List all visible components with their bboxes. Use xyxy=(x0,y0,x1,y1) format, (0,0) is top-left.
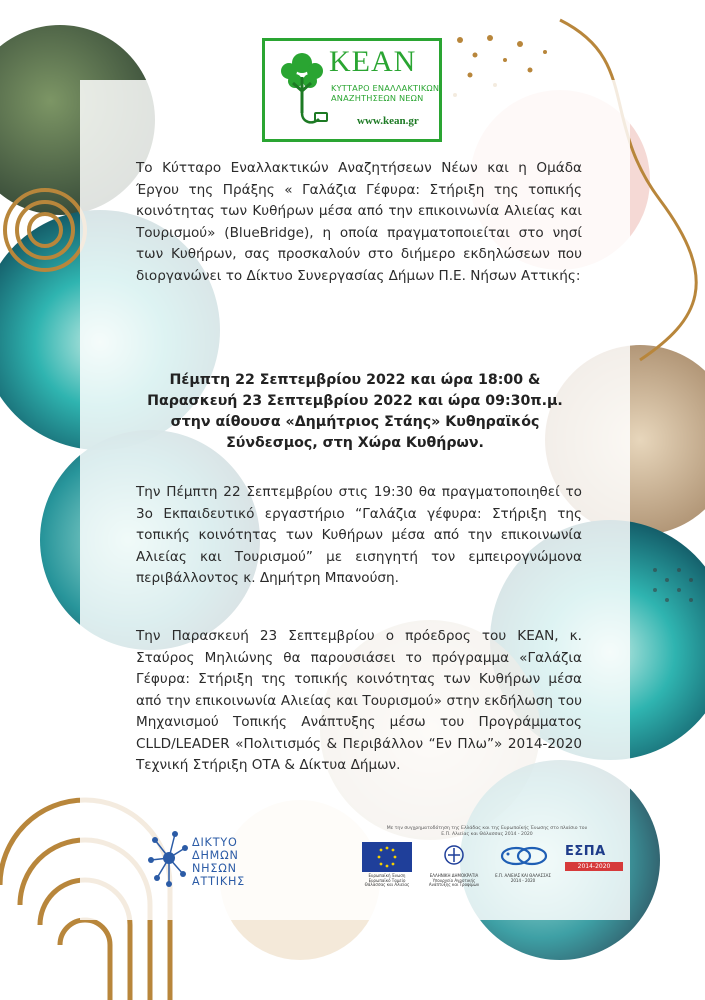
event-details xyxy=(120,370,590,454)
ep-fisheries-caption: Ε.Π. ΑΛΙΕΙΑΣ ΚΑΙ ΘΑΛΑΣΣΑΣ 2014 - 2020 xyxy=(495,873,551,883)
funding-note xyxy=(352,826,622,838)
logo-url[interactable]: www.kean.gr xyxy=(357,115,419,127)
logo-subtitle-line1: ΚΥΤΤΑΡΟ ΕΝΑΛΛΑΚΤΙΚΩΝ xyxy=(331,83,440,93)
event-line-4: Σύνδεσμος, στη Χώρα Κυθήρων. xyxy=(226,435,484,451)
event-line-3: στην αίθουσα «Δημήτριος Στάης» Κυθηραϊκός xyxy=(170,414,540,430)
presentation-paragraph: Την Παρασκευή 23 Σεπτεμβρίου ο πρόεδρος του ΚΕΑΝ, κ. Σταύρος Μηλιώνης θα παρουσιάσει το πρόγραμμα «Γαλάζια Γέφυρα: Στήριξη της τοπικής κοινότητας των Κυθήρων μέσα από την επικοινωνία Αλιείας και Τουρισμού» στην εκδήλωση του Μηχανισμού Τοπικής Ανάπτυξης μέσω του Προγράμματος CLLD/LEADER «Πολιτισμός & Περιβάλλον “Εν Πλω”» 2014-2020 Τεχνική Στήριξη ΟΤΑ & Δίκτυα Δήμων. xyxy=(136,628,582,773)
greek-ministry-logo xyxy=(428,842,480,887)
funding-note-line2: Ε.Π. Αλιείας και Θάλασσας 2014 - 2020 xyxy=(441,832,533,837)
funding-note-line1: Με την συγχρηματοδότηση της Ελλάδας και της Ευρωπαϊκής Ένωσης στο πλαίσιο του xyxy=(386,826,588,831)
intro-paragraph: Το Κύτταρο Εναλλακτικών Αναζητήσεων Νέων και η Ομάδα Έργου της Πράξης « Γαλάζια Γέφυρα: Στήριξη της τοπικής κοινότητας των Κυθήρων μέσα από την επικοινωνία Αλιείας και Τουρισμού» (BlueBridge), η οποία πραγματοποιείται στο νησί των Κυθήρων, σας προσκαλούν στο διήμερο εκδηλώσεων που διοργανώνει το Δίκτυο Συνεργασίας Δήμων Π.Ε. Νήσων Αττικής: xyxy=(136,160,582,284)
kean-logo xyxy=(262,38,442,142)
network-line-1: ΔΙΚΤΥΟ xyxy=(192,836,238,849)
funding-logos xyxy=(352,842,624,887)
logo-subtitle xyxy=(331,83,441,103)
espa-years: 2014-2020 xyxy=(565,862,623,871)
fish-icon xyxy=(494,842,552,872)
logo-subtitle-line2: ΑΝΑΖΗΤΗΣΕΩΝ ΝΕΩΝ xyxy=(331,93,424,103)
espa-logo xyxy=(557,842,625,882)
espa-label: ΕΣΠΑ xyxy=(565,844,606,859)
eu-flag-icon xyxy=(362,842,412,872)
network-line-4: ΑΤΤΙΚΗΣ xyxy=(192,875,246,888)
eu-caption: Ευρωπαϊκή Ένωση Ευρωπαϊκό Ταμείο Θάλασσας και Αλιείας xyxy=(364,873,410,887)
event-line-1: Πέμπτη 22 Σεπτεμβρίου 2022 και ώρα 18:00 & xyxy=(169,372,541,388)
logo-title: ΚΕΑΝ xyxy=(329,45,417,78)
greek-emblem-icon xyxy=(428,842,480,872)
ep-fisheries-logo xyxy=(494,842,552,882)
workshop-paragraph: Την Πέμπτη 22 Σεπτεμβρίου στις 19:30 θα πραγματοποιηθεί το 3ο Εκπαιδευτικό εργαστήριο “Γαλάζια γέφυρα: Στήριξη της τοπικής κοινότητας των Κυθήρων μέσα από την επικοινωνία Αλιείας και Τουρισμού” με εισηγητή τον εμπειρογνώμονα περιβάλλοντος κ. Δημήτρη Μπανούση. xyxy=(136,484,582,586)
event-line-2: Παρασκευή 23 Σεπτεμβρίου 2022 και ώρα 09:30π.μ. xyxy=(147,393,563,409)
network-line-3: ΝΗΣΩΝ xyxy=(192,862,237,875)
eu-logo xyxy=(362,842,412,887)
network-line-2: ΔΗΜΩΝ xyxy=(192,849,239,862)
greek-ministry-caption: ΕΛΛΗΝΙΚΗ ΔΗΜΟΚΡΑΤΙΑ Υπουργείο Αγροτικής Ανάπτυξης και Τροφίμων xyxy=(428,873,480,887)
tree-usb-icon xyxy=(273,47,331,137)
network-name xyxy=(192,836,245,888)
